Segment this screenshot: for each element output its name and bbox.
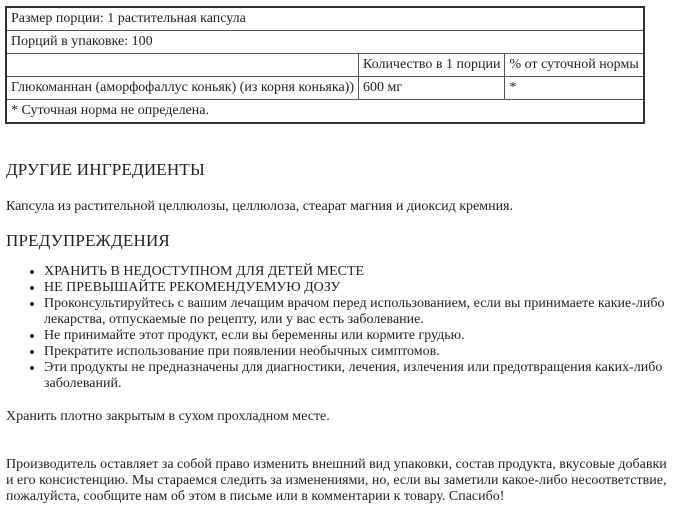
amount-per-serving-header: Количество в 1 порции xyxy=(359,54,505,77)
servings-per-container-row xyxy=(6,31,644,54)
footnote: * Суточная норма не определена. xyxy=(6,100,644,124)
list-item: • Проконсультируйтесь с вашим лечащим врачом перед использованием, если вы принимаете какие-либо лекарства, отпускаемые по рецепту, или у вас есть заболевание. xyxy=(44,296,687,328)
servings-per-container: Порций в упаковке: 100 xyxy=(6,31,644,54)
table-row xyxy=(6,77,644,100)
list-item: • Эти продукты не предназначены для диагностики, лечения, излечения или предотвращения каких-либо заболеваний. xyxy=(44,360,687,392)
serving-size-row xyxy=(6,7,644,31)
storage-instructions: Хранить плотно закрытым в сухом прохладном месте. xyxy=(6,409,330,424)
list-item: • Прекратите использование при появлении необычных симптомов. xyxy=(44,344,687,360)
list-item: • НЕ ПРЕВЫШАЙТЕ РЕКОМЕНДУЕМУЮ ДОЗУ xyxy=(44,280,687,296)
footnote-row xyxy=(6,100,644,124)
header-empty-cell xyxy=(6,54,359,77)
list-item: • ХРАНИТЬ В НЕДОСТУПНОМ ДЛЯ ДЕТЕЙ МЕСТЕ xyxy=(44,264,687,280)
ingredient-amount: 600 мг xyxy=(359,77,505,100)
other-ingredients-heading: ДРУГИЕ ИНГРЕДИЕНТЫ xyxy=(6,160,205,179)
manufacturer-disclaimer: Производитель оставляет за собой право изменить внешний вид упаковки, состав продукта, вкусовые добавки и его консистенцию. Мы стараемся следить за изменениями, но, если вы заметили какое-либо несоответствие, пожалуйста, сообщите нам об этом в письме или в комментарии к товару. Спасибо! xyxy=(6,457,667,504)
warnings-list xyxy=(6,264,687,392)
list-item: • Не принимайте этот продукт, если вы беременны или кормите грудью. xyxy=(44,328,687,344)
serving-size: Размер порции: 1 растительная капсула xyxy=(6,7,644,31)
other-ingredients-text: Капсула из растительной целлюлозы, целлюлоза, стеарат магния и диоксид кремния. xyxy=(6,199,514,214)
warnings-heading: ПРЕДУПРЕЖДЕНИЯ xyxy=(6,231,170,250)
table-header-row xyxy=(6,54,644,77)
ingredient-daily-value: * xyxy=(505,77,644,100)
supplement-facts-table xyxy=(5,6,645,124)
ingredient-name: Глюкоманнан (аморфофаллус коньяк) (из корня коньяка)) xyxy=(6,77,359,100)
daily-value-header: % от суточной нормы xyxy=(505,54,644,77)
